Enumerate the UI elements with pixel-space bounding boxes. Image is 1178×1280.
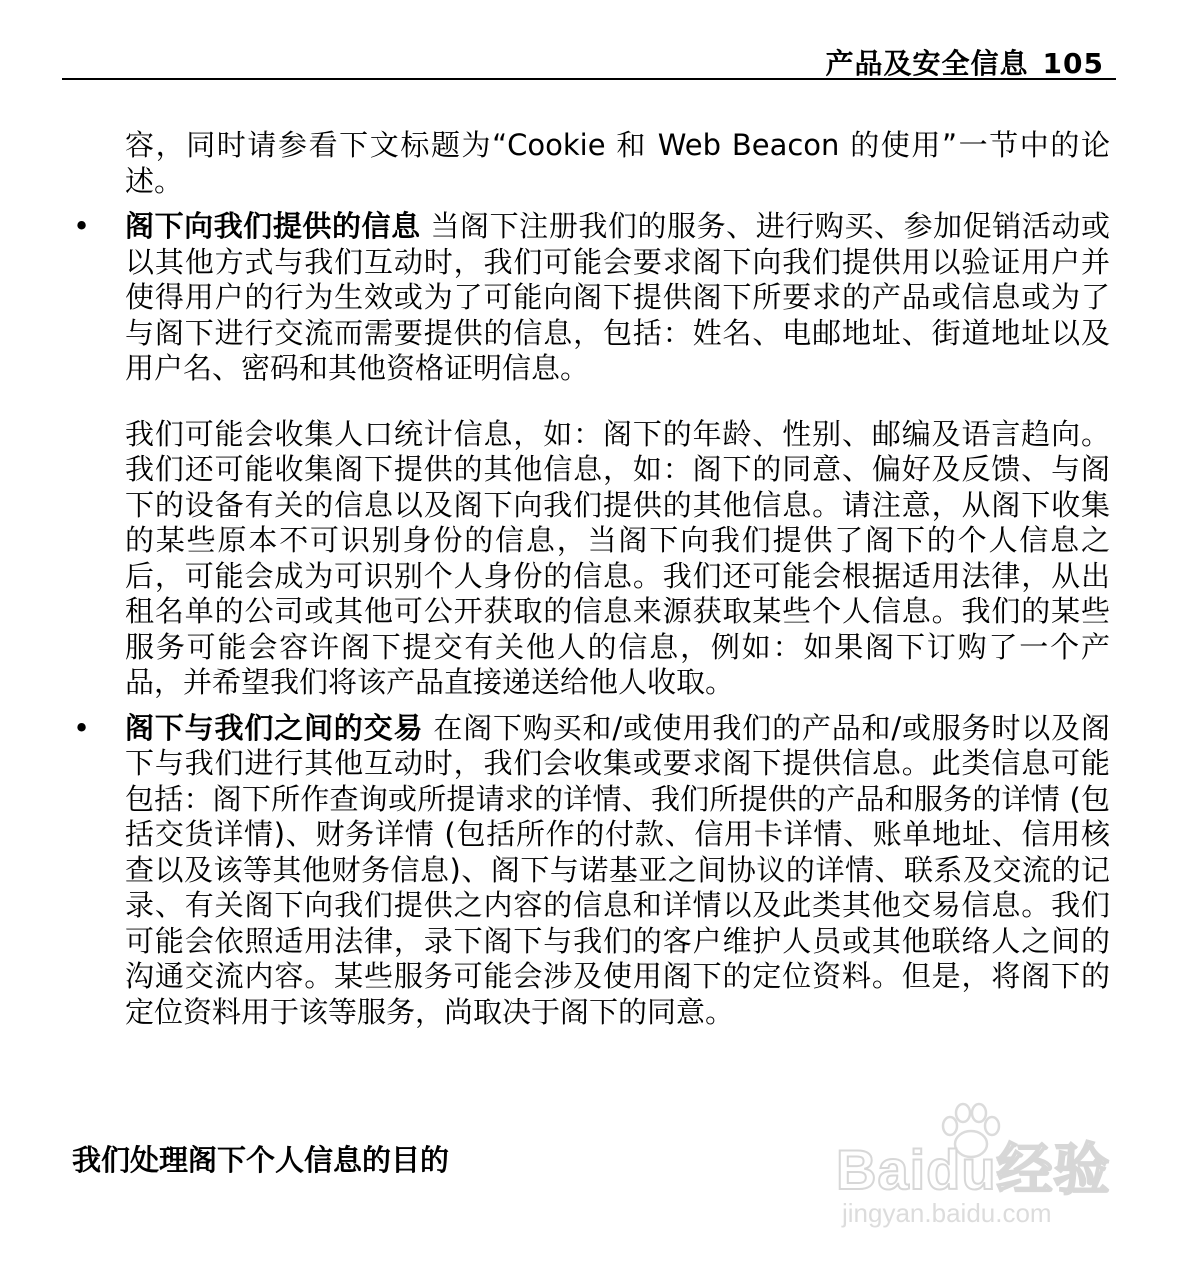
list-item-lead: 阁下向我们提供的信息 bbox=[125, 209, 421, 243]
body-text bbox=[73, 128, 1110, 1030]
list-item-lead: 阁下与我们之间的交易 bbox=[125, 710, 424, 745]
watermark-url: jingyan.baidu.com bbox=[842, 1198, 1052, 1228]
bullet-icon: • bbox=[73, 209, 91, 243]
page-number: 105 bbox=[1042, 47, 1104, 80]
watermark bbox=[836, 1096, 1126, 1236]
continued-paragraph: 容，同时请参看下文标题为“Cookie 和 Web Beacon 的使用”一节中的论述。 bbox=[125, 128, 1110, 198]
demographic-paragraph: 我们可能会收集人口统计信息，如：阁下的年龄、性别、邮编及语言趋向。我们还可能收集阁下提供的其他信息，如：阁下的同意、偏好及反馈、与阁下的设备有关的信息以及阁下向我们提供的其他信息。请注意，从阁下收集的某些原本不可识别身份的信息，当阁下向我们提供了阁下的个人信息之后，可能会成为可识别个人身份的信息。我们还可能会根据适用法律，从出租名单的公司或其他可公开获取的信息来源获取某些个人信息。我们的某些服务可能会容许阁下提交有关他人的信息，例如：如果阁下订购了一个产品，并希望我们将该产品直接递送给他人收取。 bbox=[125, 416, 1110, 699]
list-item-transactions bbox=[73, 710, 1110, 1031]
section-heading: 我们处理阁下个人信息的目的 bbox=[72, 1143, 450, 1177]
list-item-information-provided bbox=[73, 209, 1110, 387]
page-header bbox=[62, 40, 1116, 80]
bullet-icon: • bbox=[73, 710, 91, 745]
running-head bbox=[826, 42, 1104, 82]
list-item-text: 在阁下购买和/或使用我们的产品和/或服务时以及阁下与我们进行其他互动时，我们会收集或要求阁下提供信息。此类信息可能包括：阁下所作查询或所提请求的详情、我们所提供的产品和服务的详情 (包括交货详情)、财务详情 (包括所作的付款、信用卡详情、账单地址、信用核查以及该等其他财务信息)、阁下与诺基亚之间协议的详情、联系及交流的记录、有关阁下向我们提供之内容的信息和详情以及此类其他交易信息。我们可能会依照适用法律，录下阁下与我们的客户维护人员或其他联络人之间的沟通交流内容。某些服务可能会涉及使用阁下的定位资料。但是，将阁下的定位资料用于该等服务，尚取决于阁下的同意。 bbox=[125, 710, 1110, 1029]
list-item-text: 当阁下注册我们的服务、进行购买、参加促销活动或以其他方式与我们互动时，我们可能会要求阁下向我们提供用以验证用户并使得用户的行为生效或为了可能向阁下提供阁下所要求的产品或信息或为了与阁下进行交流而需要提供的信息，包括：姓名、电邮地址、街道地址以及用户名、密码和其他资格证明信息。 bbox=[125, 209, 1110, 385]
watermark-logo-text: Baidu经验 bbox=[836, 1138, 1111, 1201]
running-head-title: 产品及安全信息 bbox=[825, 47, 1029, 80]
